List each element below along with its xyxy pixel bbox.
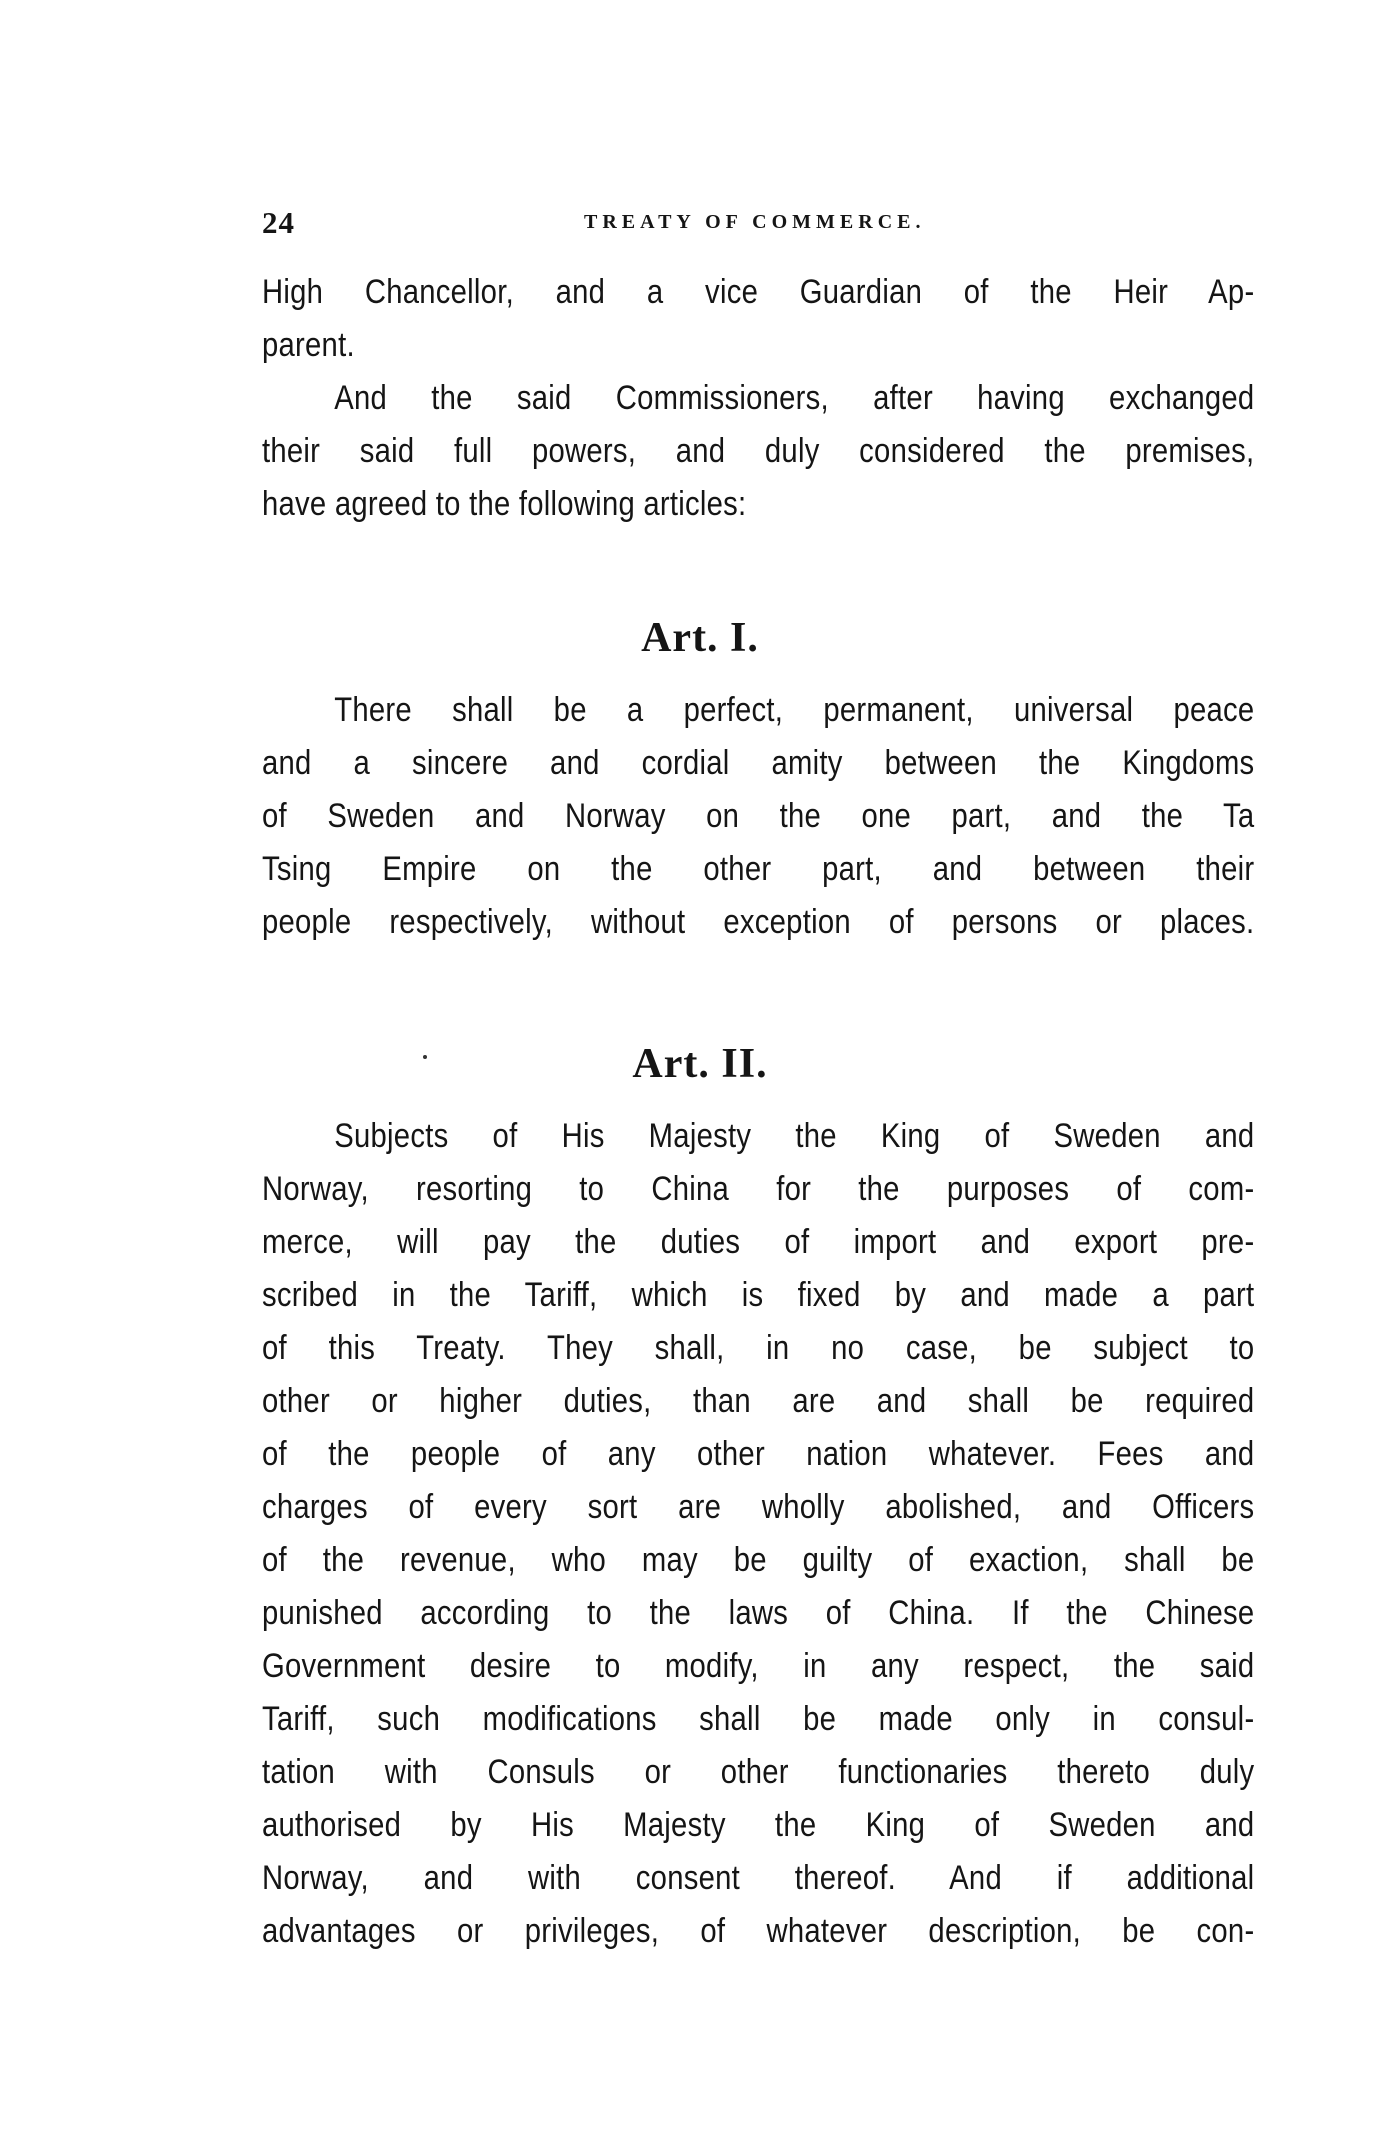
text-line: punished according to the laws of China. If the Chinese [262, 1594, 1255, 1632]
text-line: advantages or privileges, of whatever description, be con- [262, 1912, 1255, 1950]
article-2-text [262, 1110, 1255, 1958]
text-line: High Chancellor, and a vice Guardian of the Heir Ap- [262, 273, 1255, 311]
text-line: Government desire to modify, in any respect, the said [262, 1647, 1255, 1685]
paragraph-commissioners [262, 372, 1255, 531]
text-line: and a sincere and cordial amity between the Kingdoms [262, 744, 1255, 782]
article-1-text [262, 684, 1255, 949]
text-line: merce, will pay the duties of import and export pre- [262, 1223, 1255, 1261]
text-line: tation with Consuls or other functionaries thereto duly [262, 1753, 1255, 1791]
intro-text [262, 266, 1255, 372]
text-line: authorised by His Majesty the King of Sweden and [262, 1806, 1255, 1844]
text-line: scribed in the Tariff, which is fixed by and made a part [262, 1276, 1255, 1314]
text-line: other or higher duties, than are and shall be required [262, 1382, 1255, 1420]
text-line: Subjects of His Majesty the King of Sweden and [334, 1117, 1255, 1155]
text-line: There shall be a perfect, permanent, universal peace [334, 691, 1255, 729]
article-2-heading: Art. II. [632, 1041, 768, 1087]
page-number: 24 [262, 205, 295, 240]
text-line: of the revenue, who may be guilty of exaction, shall be [262, 1541, 1255, 1579]
article-1-heading: Art. I. [641, 615, 759, 661]
page-header [262, 205, 1262, 249]
text-line: of this Treaty. They shall, in no case, be subject to [262, 1329, 1255, 1367]
text-line: Tsing Empire on the other part, and between their [262, 850, 1255, 888]
text-line: charges of every sort are wholly abolished, and Officers [262, 1488, 1255, 1526]
running-title: TREATY OF COMMERCE. [584, 211, 926, 233]
text-line: And the said Commissioners, after having exchanged [334, 379, 1255, 417]
text-line: their said full powers, and duly considered the premises, [262, 432, 1255, 470]
text-line: Norway, and with consent thereof. And if additional [262, 1859, 1255, 1897]
text-line: of Sweden and Norway on the one part, and the Ta [262, 797, 1255, 835]
text-line: Tariff, such modifications shall be made only in consul- [262, 1700, 1255, 1738]
text-line: have agreed to the following articles: [262, 485, 747, 523]
text-line: Norway, resorting to China for the purposes of com- [262, 1170, 1255, 1208]
text-line: parent. [262, 326, 355, 364]
text-line: of the people of any other nation whatever. Fees and [262, 1435, 1255, 1473]
text-line: people respectively, without exception of persons or places. [262, 903, 1255, 941]
